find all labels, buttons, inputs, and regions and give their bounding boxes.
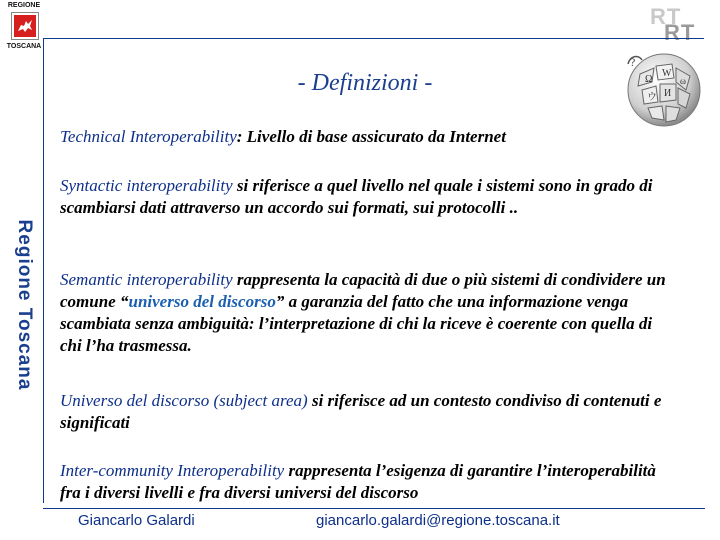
svg-text:И: И: [664, 88, 672, 99]
rt-mark-front: RT: [664, 20, 696, 45]
side-label: [6, 200, 42, 410]
term-inter-community: Inter-community Interoperability: [60, 461, 285, 480]
term-technical: Technical Interoperability: [60, 127, 237, 146]
svg-text:ウ: ウ: [647, 92, 657, 103]
definition-inter-community: [60, 460, 675, 504]
text-semantic-before: rappresenta la capacità di due o più sistemi di condividere un comune “: [60, 270, 666, 311]
term-universo: Universo del discorso (subject area): [60, 391, 308, 410]
svg-text:?: ?: [630, 55, 636, 69]
definition-technical: [60, 126, 620, 148]
term-semantic: Semantic interoperability: [60, 270, 233, 289]
universo-del-discorso-highlight: universo del discorso: [128, 292, 276, 311]
text-technical: Livello di base assicurato da Internet: [246, 127, 506, 146]
logo-bottom-text: TOSCANA: [6, 43, 42, 50]
text-syntactic: si riferisce a quel livello nel quale i sistemi sono in grado di scambiarsi dati attraverso un accordo sui formati, sui protocolli ..: [60, 176, 653, 217]
wikipedia-globe-icon: [620, 44, 704, 132]
logo-top-text: REGIONE: [7, 2, 41, 9]
definition-universo: [60, 390, 690, 434]
footer-email: giancarlo.galardi@regione.toscana.it: [316, 512, 560, 529]
regione-toscana-logo: [4, 2, 44, 52]
svg-text:Ω: Ω: [645, 74, 653, 85]
sep-technical: :: [236, 127, 247, 146]
pegasus-icon: [11, 12, 39, 40]
svg-text:ω: ω: [680, 76, 686, 86]
text-universo: si riferisce ad un contesto condiviso di contenuti e significati: [60, 391, 662, 432]
side-label-text: Regione Toscana: [14, 219, 35, 391]
definition-semantic: [60, 269, 675, 357]
footer-divider: [43, 508, 705, 509]
definition-syntactic: [60, 175, 675, 219]
term-syntactic: Syntactic interoperability: [60, 176, 233, 195]
footer-author: Giancarlo Galardi: [78, 512, 195, 529]
svg-text:W: W: [662, 68, 672, 79]
text-semantic-after: ” a garanzia del fatto che una informazione venga scambiata senza ambiguità: l’interpretazione di chi la riceve è coerente con quella di chi l’ha trasmessa.: [60, 292, 653, 355]
page-title: - Definizioni -: [297, 70, 433, 96]
text-inter-community: rappresenta l’esigenza di garantire l’interoperabilità fra i diversi livelli e fra diversi universi del discorso: [60, 461, 656, 502]
rt-mark-back: RT: [650, 4, 682, 29]
